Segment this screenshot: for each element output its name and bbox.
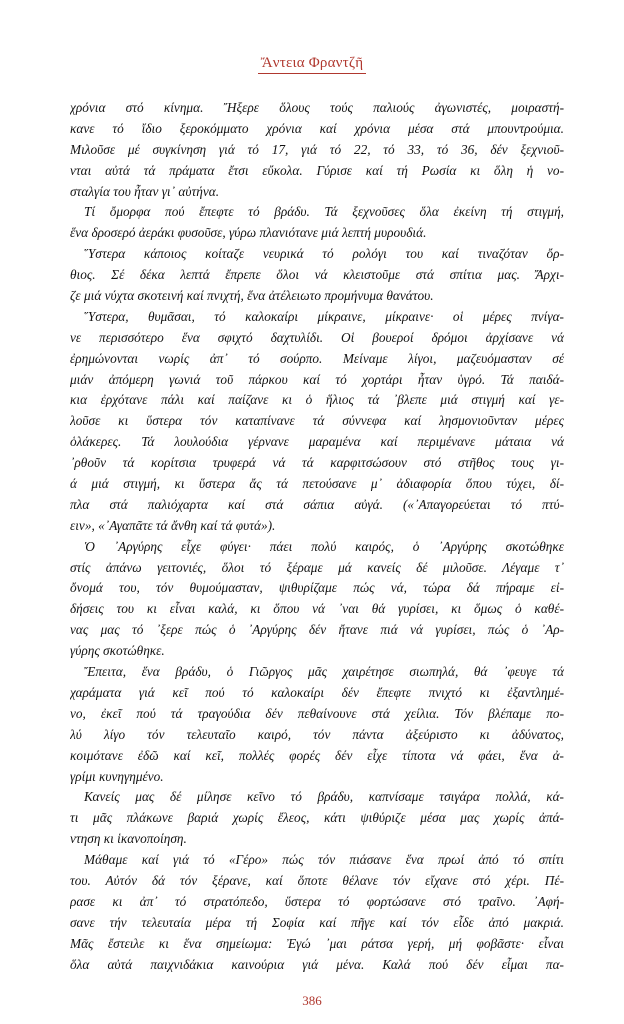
text-line: ἐρημώνονται νωρίς ἀπ᾽ τό σούρπο. Μείναμε λίγοι, μαζευόμασταν σέ [70, 350, 564, 366]
body-text [70, 98, 564, 975]
text-line: Ὁ ᾽Αργύρης εἶχε φύγει· πάει πολύ καιρός, ὁ ᾽Αργύρης σκοτώθηκε [84, 538, 564, 554]
text-line: Μᾶς ἔστειλε κι ἕνα σημείωμα: Ἐγώ ᾽μαι ράτσα γερή, μή φοβᾶστε· εἶναι [70, 935, 564, 951]
text-line: του. Αὐτόν δά τόν ξέρανε, καί ὅποτε θέλανε τόν εἴχανε στό χέρι. Πέ- [70, 872, 564, 888]
text-line: ρασε κι ἀπ᾽ τό στρατόπεδο, ὕστερα τό φορτώσανε στό τραῖνο. ᾽Αφή- [70, 893, 564, 909]
text-line: Τί ὄμορφα πού ἔπεφτε τό βράδυ. Τά ξεχνοῦσες ὅλα ἐκείνη τή στιγμή, [84, 204, 564, 220]
running-header [0, 54, 624, 74]
text-line: ὅλα αὐτά παιχνιδάκια καινούρια γιά μένα. Καλά πού δέν εἶμαι πα- [70, 956, 564, 972]
text-line: Ἔπειτα, ἕνα βράδυ, ὁ Γιῶργος μᾶς χαιρέτησε σιωπηλά, θά ᾽φευγε τά [84, 664, 564, 680]
text-line: Ὕστερα, θυμᾶσαι, τό καλοκαίρι μίκραινε, μίκραινε· οἱ μέρες πνίγα- [84, 308, 564, 324]
text-line: μιάν ἀπόμερη γωνιά τοῦ πάρκου καί τό χορτάρι ἦταν ὑγρό. Τά παιδά- [70, 371, 564, 387]
text-line: γρίμι κυνηγημένο. [70, 768, 164, 784]
text-line: νε περισσότερο ἕνα σφιχτό δαχτυλίδι. Οἱ βουεροί δρόμοι ἀρχίσανε νά [70, 329, 564, 345]
text-line: κανε τό ἴδιο ξεροκόμματο χρόνια καί χρόνια μέσα στά μπουντρούμια. [70, 120, 564, 136]
text-line: κια ἐρχότανε πάλι καί παίζανε κι ὁ ἥλιος τά ᾽βλεπε μιά στιγμή καί γε- [70, 392, 564, 408]
text-line: λύ λίγο τόν τελευταῖο καιρό, τόν πάντα ἀξεύριστο κι ἀδύνατος, [70, 726, 564, 742]
text-line: χρόνια στό κίνημα. Ἤξερε ὅλους τούς παλιούς ἀγωνιστές, μοιραστή- [70, 100, 564, 115]
text-line: νο, ἐκεῖ πού τά τραγούδια δέν πεθαίνουνε στά χείλια. Τόν βλέπαμε πο- [70, 705, 564, 721]
text-line: δήσεις του κι εἶναι καλά, κι ὅπου νά ᾽ναι θά γυρίσει, κι ὅμως ὁ καθέ- [70, 601, 564, 617]
text-line: ά μιά στιγμή, κι ὕστερα ἄς τά πετούσανε μ᾽ ἀδιαφορία ὅπου τύχει, δί- [70, 476, 564, 492]
text-line: ειν», «᾽Αγαπᾶτε τά ἄνθη καί τά φυτά»). [70, 517, 276, 533]
text-line: ζε μιά νύχτα σκοτεινή καί πνιχτή, ἕνα ἀτέλειωτο προμήνυμα θανάτου. [70, 288, 434, 304]
text-line: ᾽ρθοῦν τά κορίτσια τρυφερά νά τά καρφιτσώσουν στό στῆθος τους γι- [70, 455, 564, 471]
text-line: σταλγία του ἦταν γι᾽ αὐτήνα. [70, 183, 220, 199]
text-line: ὁλάκερες. Τά λουλούδια γέρνανε μαραμένα καί περιμένανε μάταια νά [70, 434, 564, 450]
page-number: 386 [302, 993, 322, 1008]
text-line: πλα στά παλιόχαρτα καί στά σάπια αὐγά. («᾽Απαγορεύεται τό πτύ- [70, 496, 564, 512]
text-line: γύρης σκοτώθηκε. [70, 643, 165, 659]
text-line: Μιλοῦσε μέ συγκίνηση γιά τό 17, γιά τό 22, τό 33, τό 36, δέν ξεχνιοῦ- [70, 141, 564, 157]
text-line: Μάθαμε καί γιά τό «Γέρο» πώς τόν πιάσανε ἕνα πρωί ἀπό τό σπίτι [84, 852, 564, 868]
text-line: κοιμότανε ἐδῶ καί κεῖ, πολλές φορές δέν εἶχε τίποτα νά φάει, ἕνα ἀ- [70, 747, 564, 763]
text-line: Ὕστερα κάποιος κοίταζε νευρικά τό ρολόγι του καί τιναζόταν ὄρ- [84, 246, 564, 262]
text-line: τι μᾶς πλάκωνε βαριά χωρίς ἔλεος, κάτι ψιθύριζε μέσα μας χωρίς ἀπά- [70, 810, 564, 826]
text-line: ὄνομά του, τόν θυμούμασταν, ψιθυρίζαμε πώς νά, τώρα δά πήραμε εἰ- [70, 580, 564, 596]
text-line: ντηση κι ἱκανοποίηση. [70, 831, 187, 847]
text-line: σανε τήν τελευταία μέρα τή Σοφία καί πῆγε καί τόν εἶδε ἀπό μακριά. [70, 914, 564, 930]
text-line: στίς ἀπάνω γειτονιές, ὅλοι τό ξέραμε μά κανείς δέ μιλοῦσε. Λέγαμε τ᾽ [70, 559, 564, 575]
text-line: ἕνα δροσερό ἀεράκι φυσοῦσε, γύρω πλανιότανε μιά λεπτή μυρουδιά. [70, 225, 427, 241]
text-line: νται αὐτά τά πράματα ἔτσι εὔκολα. Γύρισε καί τή Ρωσία κι ὅλη ἡ νο- [70, 162, 564, 178]
running-title: Ἄντεια Φραντζῆ [258, 54, 367, 74]
text-line: λοῦσε κι ὕστερα τόν καταπίνανε τά σύννεφα καί λησμονιοῦνταν μέρες [70, 413, 564, 429]
text-line: νας μας τό ᾽ξερε πώς ὁ ᾽Αργύρης δέν ἤτανε πιά νά γυρίσει, πώς ὁ ᾽Αρ- [70, 622, 564, 638]
text-line: θιος. Σέ δέκα λεπτά ἔπρεπε ὅλοι νά κλειστοῦμε στά σπίτια μας. Ἄρχι- [70, 267, 564, 283]
text-line: Κανείς μας δέ μίλησε κεῖνο τό βράδυ, καπνίσαμε τσιγάρα πολλά, κά- [84, 789, 564, 805]
text-line: χαράματα γιά κεῖ πού τό καλοκαίρι δέν ἔπεφτε πνιχτό κι ἐξαντλημέ- [70, 684, 564, 700]
